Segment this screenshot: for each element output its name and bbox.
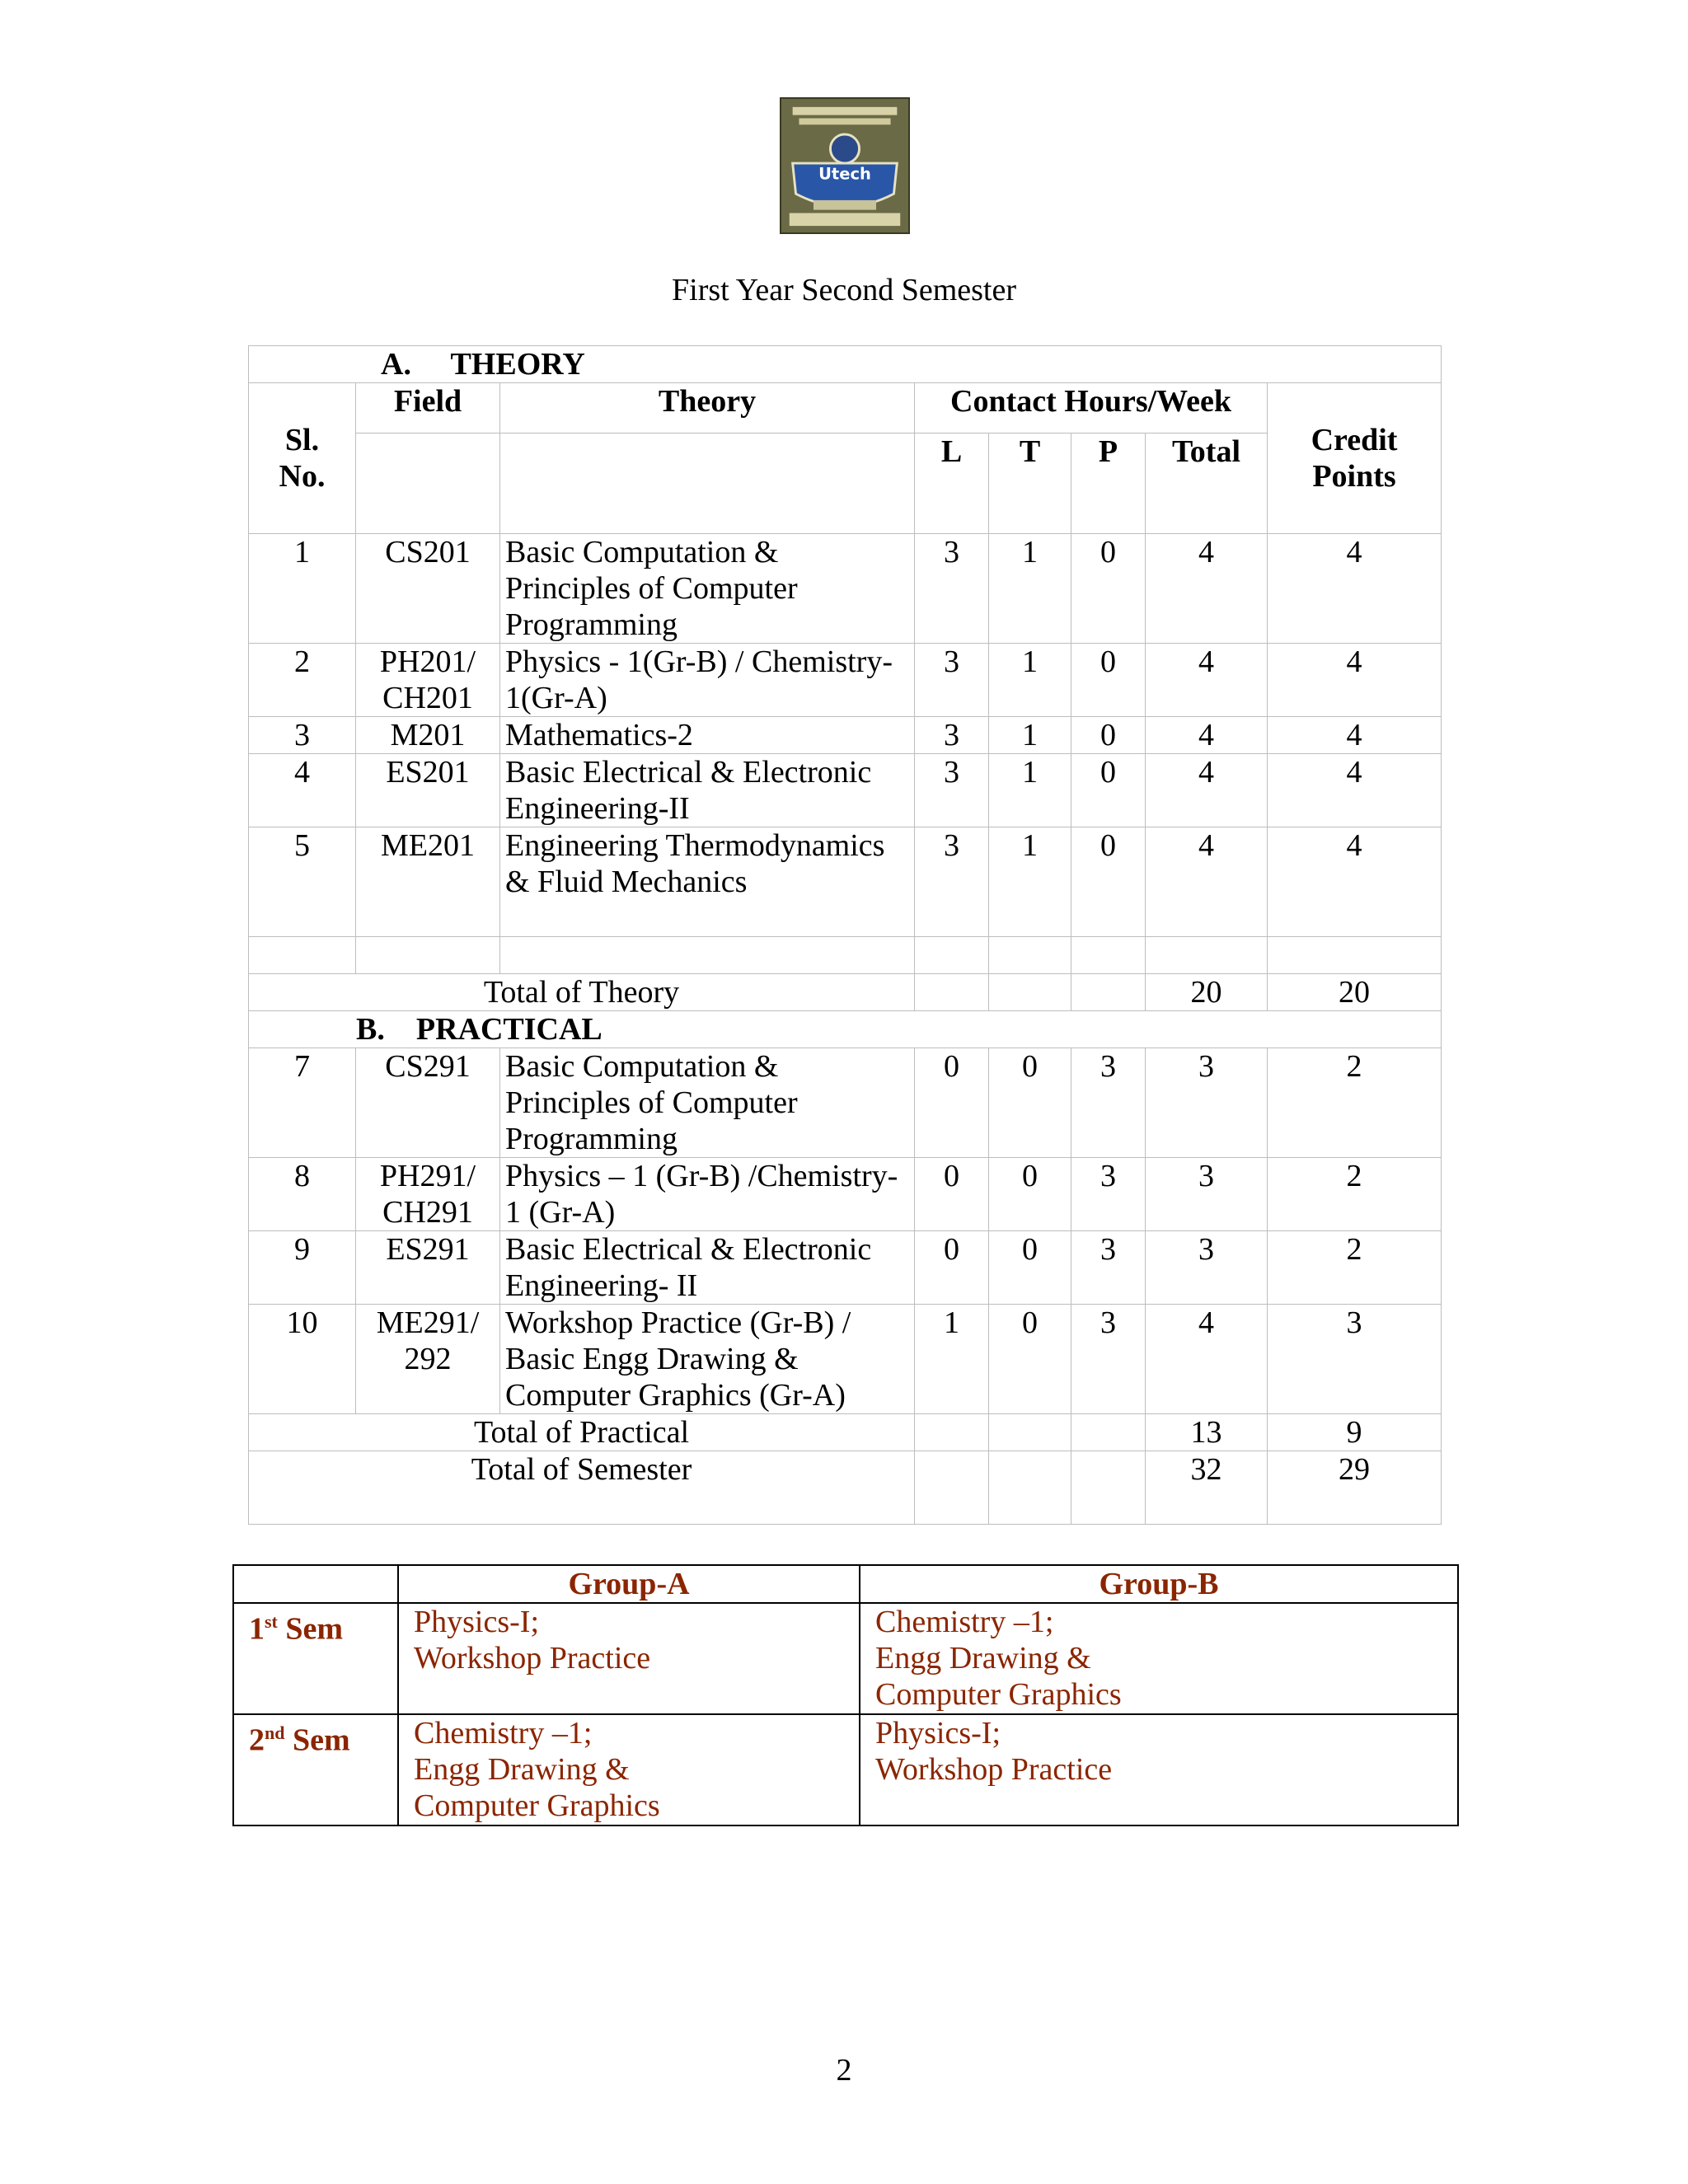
university-logo xyxy=(780,97,910,234)
table-row: 4 ES201 Basic Electrical & Electronic Engineering-II 3 1 0 4 4 xyxy=(249,754,1442,827)
table-row: 7 CS291 Basic Computation & Principles of Computer Programming 0 0 3 3 2 xyxy=(249,1048,1442,1158)
header-field: Field xyxy=(356,383,500,434)
header-total: Total xyxy=(1146,434,1268,534)
header-theory: Theory xyxy=(500,383,915,434)
section-b-header: B. PRACTICAL xyxy=(249,1011,1442,1048)
header-l: L xyxy=(915,434,989,534)
group-table xyxy=(232,1564,1459,1826)
total-semester-row: Total of Semester 32 29 xyxy=(249,1451,1442,1525)
page-number: 2 xyxy=(836,2053,852,2088)
table-row: 2 PH201/ CH201 Physics - 1(Gr-B) / Chemistry-1(Gr-A) 3 1 0 4 4 xyxy=(249,644,1442,717)
sem2-row: 2nd Sem Chemistry –1; Engg Drawing & Computer Graphics Physics-I; Workshop Practice xyxy=(233,1714,1458,1825)
header-credit-points: Credit Points xyxy=(1268,383,1442,534)
section-a-header: A. THEORY xyxy=(249,346,1442,383)
table-row: 9 ES291 Basic Electrical & Electronic Engineering- II 0 0 3 3 2 xyxy=(249,1231,1442,1305)
table-row: 5 ME201 Engineering Thermodynamics & Fluid Mechanics 3 1 0 4 4 xyxy=(249,827,1442,937)
empty-row xyxy=(249,937,1442,974)
logo-text: Utech xyxy=(818,164,871,184)
header-contact-hours: Contact Hours/Week xyxy=(915,383,1268,434)
page-title: First Year Second Semester xyxy=(672,273,1016,307)
table-row: 8 PH291/ CH291 Physics – 1 (Gr-B) /Chemistry-1 (Gr-A) 0 0 3 3 2 xyxy=(249,1158,1442,1231)
curriculum-table xyxy=(248,345,1442,1525)
group-b-header: Group-B xyxy=(860,1565,1458,1603)
table-row: 3 M201 Mathematics-2 3 1 0 4 4 xyxy=(249,717,1442,754)
header-p: P xyxy=(1071,434,1146,534)
table-row: 10 ME291/ 292 Workshop Practice (Gr-B) / Basic Engg Drawing & Computer Graphics (Gr-A) 1 0 3 4 3 xyxy=(249,1305,1442,1414)
sem1-row: 1st Sem Physics-I; Workshop Practice Chemistry –1; Engg Drawing & Computer Graphics xyxy=(233,1603,1458,1714)
table-row: 1 CS201 Basic Computation & Principles of Computer Programming 3 1 0 4 4 xyxy=(249,534,1442,644)
header-sl-no: Sl. No. xyxy=(249,383,356,534)
header-t: T xyxy=(989,434,1071,534)
total-theory-row: Total of Theory 20 20 xyxy=(249,974,1442,1011)
total-practical-row: Total of Practical 13 9 xyxy=(249,1414,1442,1451)
group-a-header: Group-A xyxy=(398,1565,860,1603)
